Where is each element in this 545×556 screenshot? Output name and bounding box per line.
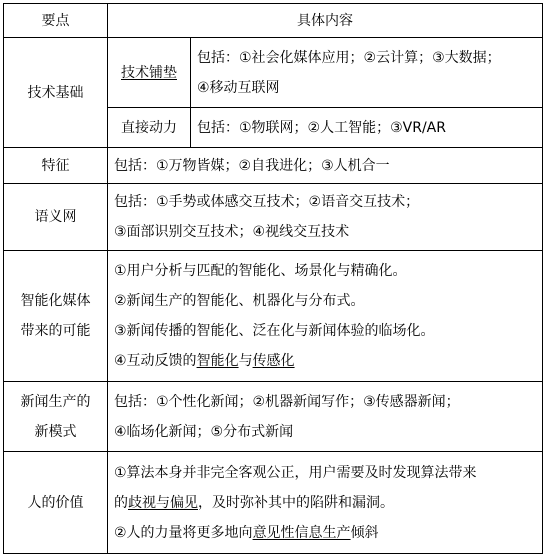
direct-driver-content xyxy=(191,108,543,148)
feature-line-1: 包括：①万物皆媒；②自我进化；③人机合一 xyxy=(114,157,390,174)
possibilities-label-line-1: 智能化媒体 xyxy=(20,293,91,309)
human-value-line-2-suffix: ，及时弥补其中的陷阱和漏洞。 xyxy=(198,494,394,511)
news-model-line-1: 包括：①个性化新闻；②机器新闻写作；③传感器新闻； xyxy=(114,393,460,410)
tech-groundwork-line-2: ④移动互联网 xyxy=(197,79,280,96)
header-key-cell: 要点 xyxy=(4,4,108,38)
human-value-label: 人的价值 xyxy=(4,452,108,554)
direct-driver-label: 直接动力 xyxy=(108,108,191,148)
possibilities-content xyxy=(108,251,543,382)
possibilities-label-line-2: 带来的可能 xyxy=(20,323,91,339)
semantic-web-label: 语义网 xyxy=(4,184,108,251)
tech-groundwork-content xyxy=(191,38,543,108)
news-model-label-line-1: 新闻生产的 xyxy=(20,393,91,410)
tech-base-row-1 xyxy=(4,38,543,108)
feature-label: 特征 xyxy=(4,148,108,184)
tech-groundwork-text: 技术铺垫 xyxy=(121,64,177,81)
possibilities-item-1: ①用户分析与匹配的智能化、场景化与精确化。 xyxy=(114,263,407,279)
news-model-line-2: ④临场化新闻；⑤分布式新闻 xyxy=(114,423,294,440)
possibilities-item-4 xyxy=(114,346,536,376)
human-value-line-2-prefix: 的 xyxy=(114,494,128,511)
semantic-web-content xyxy=(108,184,543,251)
human-value-content xyxy=(108,452,543,554)
tech-base-label: 技术基础 xyxy=(4,38,108,148)
possibilities-item-4-mid: 与 xyxy=(238,353,253,369)
semantic-web-row xyxy=(4,184,543,251)
human-value-row xyxy=(4,452,543,554)
human-value-line-2 xyxy=(114,488,536,518)
human-value-line-2-underline: 歧视与偏见 xyxy=(128,494,198,511)
tech-groundwork-label xyxy=(108,38,191,108)
semantic-web-line-2: ③面部识别交互技术；④视线交互技术 xyxy=(114,224,350,240)
human-value-line-3-prefix: ②人的力量将更多地向 xyxy=(114,524,253,541)
human-value-line-3-suffix: 倾斜 xyxy=(350,524,379,541)
tech-groundwork-line-1: 包括：①社会化媒体应用；②云计算；③大数据； xyxy=(197,49,501,66)
possibilities-item-2: ②新闻生产的智能化、机器化与分布式。 xyxy=(114,293,365,309)
feature-content xyxy=(108,148,543,184)
human-value-line-3 xyxy=(114,518,536,548)
header-content-cell: 具体内容 xyxy=(108,4,543,38)
possibilities-item-4-prefix: ④互动反馈的 xyxy=(114,353,197,369)
possibilities-item-3: ③新闻传播的智能化、泛在化与新闻体验的临场化。 xyxy=(114,323,435,339)
news-model-label-line-2: 新模式 xyxy=(34,423,77,440)
direct-driver-line-1: 包括：①物联网；②人工智能；③VR/AR xyxy=(197,119,446,136)
human-value-line-1: ①算法本身并非完全客观公正，用户需要及时发现算法带来 xyxy=(114,464,477,481)
possibilities-row xyxy=(4,251,543,382)
knowledge-table xyxy=(3,3,543,554)
news-model-label xyxy=(4,382,108,452)
possibilities-item-4-underline-1: 智能化 xyxy=(196,353,239,369)
human-value-line-3-underline: 意见性信息生产 xyxy=(252,524,351,541)
semantic-web-line-1: 包括：①手势或体感交互技术；②语音交互技术； xyxy=(114,194,420,210)
header-row xyxy=(4,4,543,38)
news-model-content xyxy=(108,382,543,452)
feature-row xyxy=(4,148,543,184)
possibilities-item-4-underline-2: 传感化 xyxy=(252,353,295,369)
possibilities-label xyxy=(4,251,108,382)
news-model-row xyxy=(4,382,543,452)
